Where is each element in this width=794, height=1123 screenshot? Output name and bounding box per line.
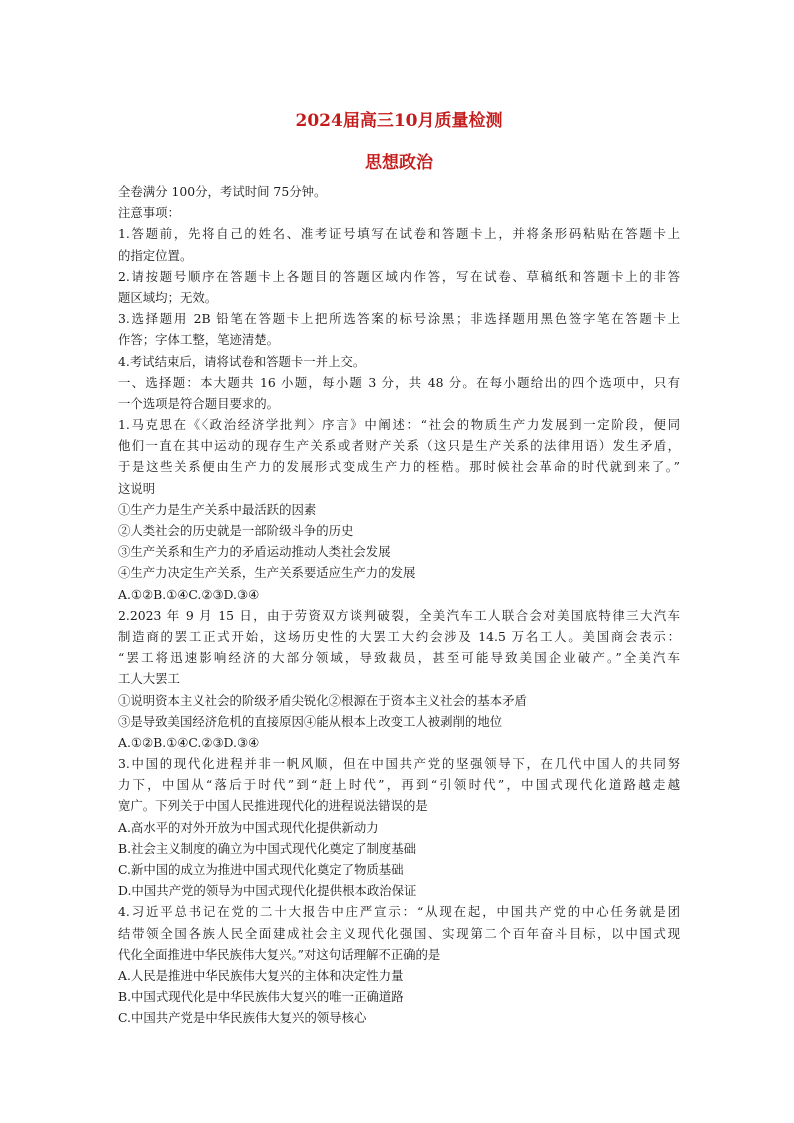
text-line: 1.答题前，先将自己的姓名、准考证号填写在试卷和答题卡上，并将条形码粘贴在答题卡上 bbox=[118, 226, 680, 242]
text-line: “罢工将迅速影响经济的大部分领域，导致裁员，甚至可能导致美国企业破产。”全美汽车 bbox=[118, 650, 680, 666]
text-line: A.高水平的对外开放为中国式现代化提供新动力 bbox=[118, 819, 379, 835]
text-line: A.①②B.①④C.②③D.③④ bbox=[118, 586, 260, 602]
text-line: 他们一直在其中运动的现存生产关系或者财产关系（这只是生产关系的法律用语）发生矛盾， bbox=[118, 438, 680, 454]
text-line: 4.习近平总书记在党的二十大报告中庄严宣示：“从现在起，中国共产党的中心任务就是团 bbox=[118, 904, 680, 920]
text-line: 宽广。下列关于中国人民推进现代化的进程说法错误的是 bbox=[118, 798, 428, 814]
exam-body bbox=[118, 181, 680, 1029]
text-line: C.中国共产党是中华民族伟大复兴的领导核心 bbox=[118, 1010, 367, 1026]
text-line: 结带领全国各族人民全面建成社会主义现代化强国、实现第二个百年奋斗目标，以中国式现 bbox=[118, 925, 680, 941]
text-line: B.中国式现代化是中华民族伟大复兴的唯一正确道路 bbox=[118, 989, 404, 1005]
text-line: A.人民是推进中华民族伟大复兴的主体和决定性力量 bbox=[118, 967, 404, 983]
text-line: 4.考试结束后，请将试卷和答题卡一并上交。 bbox=[118, 353, 366, 369]
text-line: 一个选项是符合题目要求的。 bbox=[118, 395, 280, 411]
text-line: 3.中国的现代化进程并非一帆风顺，但在中国共产党的坚强领导下，在几代中国人的共同努 bbox=[118, 756, 680, 772]
text-line: ②人类社会的历史就是一部阶级斗争的历史 bbox=[118, 523, 354, 538]
text-line: 注意事项： bbox=[118, 205, 180, 221]
text-line: 这说明 bbox=[118, 480, 156, 496]
text-line: ①说明资本主义社会的阶级矛盾尖锐化②根源在于资本主义社会的基本矛盾 bbox=[118, 692, 527, 708]
text-line: ③是导致美国经济危机的直接原因④能从根本上改变工人被剥削的地位 bbox=[118, 713, 503, 729]
text-line: B.社会主义制度的确立为中国式现代化奠定了制度基础 bbox=[118, 840, 417, 856]
text-line: ③生产关系和生产力的矛盾运动推动人类社会发展 bbox=[118, 544, 391, 560]
text-line: 全卷满分 100分，考试时间 75分钟。 bbox=[118, 184, 327, 199]
text-line: 2.请按题号顺序在答题卡上各题目的答题区域内作答，写在试卷、草稿纸和答题卡上的非答 bbox=[118, 268, 680, 284]
text-line: A.①②B.①④C.②③D.③④ bbox=[118, 734, 260, 750]
text-line: 于是这些关系便由生产力的发展形式变成生产力的桎梏。那时候社会革命的时代就到来了。” bbox=[118, 459, 680, 475]
text-line: 的指定位置。 bbox=[118, 247, 193, 263]
text-line: 一、选择题：本大题共 16 小题，每小题 3 分，共 48 分。在每小题给出的四个选项中，只有 bbox=[118, 374, 680, 390]
text-line: C.新中国的成立为推进中国式现代化奠定了物质基础 bbox=[118, 862, 404, 877]
text-line: D.中国共产党的领导为中国式现代化提供根本政治保证 bbox=[118, 883, 417, 899]
text-line: 代化全面推进中华民族伟大复兴。”对这句话理解不正确的是 bbox=[118, 946, 441, 962]
text-line: 题区域均；无效。 bbox=[118, 289, 218, 305]
text-line: 1.马克思在《〈政治经济学批判〉序言》中阐述：“社会的物质生产力发展到一定阶段，便同 bbox=[118, 417, 680, 433]
text-line: ①生产力是生产关系中最活跃的因素 bbox=[118, 501, 317, 517]
subject-title: 思想政治 bbox=[365, 153, 433, 173]
text-line: 制造商的罢工正式开始，这场历史性的大罢工大约会涉及 14.5 万名工人。美国商会表示： bbox=[118, 628, 680, 644]
text-line: 3.选择题用 2B 铅笔在答题卡上把所选答案的标号涂黑；非选择题用黑色签字笔在答题卡上 bbox=[118, 311, 680, 327]
text-line: 工人大罢工 bbox=[118, 671, 180, 687]
text-line: ④生产力决定生产关系，生产关系要适应生产力的发展 bbox=[118, 565, 416, 581]
text-line: 2.2023 年 9 月 15 日，由于劳资双方谈判破裂，全美汽车工人联合会对美国底特律三大汽车 bbox=[118, 607, 680, 623]
text-line: 力下，中国从“落后于时代”到“赶上时代”，再到“引领时代”，中国式现代化道路越走越 bbox=[118, 777, 680, 793]
exam-title: 2024届高三10月质量检测 bbox=[295, 111, 503, 131]
text-line: 作答；字体工整，笔迹清楚。 bbox=[118, 332, 280, 348]
